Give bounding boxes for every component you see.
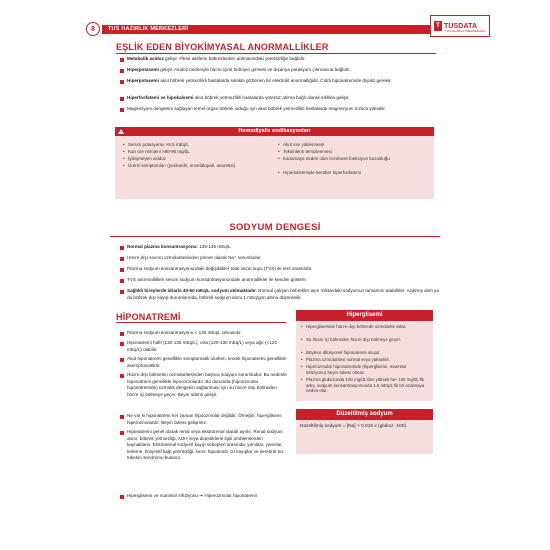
list-item: Plazma sodyum konsantrasyonundaki değişiklikler total vücut suyu (TVS) ile ters orantılıdır.	[127, 266, 439, 273]
bullet-square-icon	[120, 374, 124, 378]
section-title-hyponatremia: HİPONATREMİ	[116, 312, 181, 322]
header-title: TUS HAZIRLIK MERKEZLERİ	[108, 26, 189, 32]
hyperglycemia-box-title: Hiperglisemi	[296, 310, 433, 321]
bullet-square-icon	[120, 268, 124, 272]
dialysis-item: • İyileşmeyen asidoz	[128, 156, 268, 162]
bullet-square-icon	[120, 290, 124, 294]
section-rule	[116, 322, 286, 323]
dialysis-box-title: Hemodiyaliz endikasyonları	[238, 128, 311, 134]
bullet-square-icon	[120, 358, 124, 362]
list-item: Hücre dışı bölmenin ozmolaritesinden başlıca sodyum sorumludur. Bu nedenle hiponatremi genellikle hipoozmolardır. Bu durumda (hipoozmolar hiponatremide) ozmotik dengenin sağlanması için su hücre dışı bölmeden hücre içi bölmeye geçer. Beyin ödemi gelişir.	[127, 372, 287, 398]
list-item: Plazma sodyum konsantrasyonu < 135 mEq/L olmasıdır.	[127, 330, 287, 337]
bullet-square-icon	[120, 257, 124, 261]
bullet-square-icon	[120, 97, 124, 101]
bullet-square-icon	[120, 80, 124, 84]
hyperglycemia-item: • Su hücre içi bölmeden hücre dışı bölmeye geçer.	[306, 337, 426, 343]
page-number: 8	[86, 22, 100, 36]
hyperglycemia-item: • Plazma glukozunda 100 mg/dL'den yüksek her 100 mg/dL'lik artış, sodyum konsantrasyonunda 1.6 mEq/L'lik bir azalmaya neden olur.	[306, 377, 426, 394]
bullet-square-icon	[120, 431, 124, 435]
list-item: Hiperfosfatemi ve hipokalsemi akut böbrek yetmezlikli hastalarda yetersiz atılma bağlı olarak sıklıkla gelişir.	[127, 95, 439, 102]
bullet-square-icon	[120, 342, 124, 346]
corrected-sodium-formula: Düzeltilmiş sodyum = [Na] + 0.016 x (glukoz -100)	[300, 424, 407, 429]
section-rule	[110, 236, 440, 237]
dialysis-item: • Toksinlerin temizlenmesi	[283, 149, 423, 155]
dialysis-item: • Hiperkalsemiyle beraber hiperfosfatemi	[283, 170, 423, 176]
list-item: TVS anormallikleri serum sodyum konsantrasyonundaki anormallikler ile kendini gösterir.	[127, 277, 439, 284]
list-item: Hiperglisemi ve mannitol infüzyonu ➔ Hiperozmolar hiponatremi	[127, 493, 287, 500]
list-item: Metabolik asidoz gelişir. Fikse asitlerin böbreklerden atılmasındaki yetersizliğe bağlıdır.	[127, 56, 439, 63]
hyperglycemia-item: • Hiperozmolar hiponatremide (hiperglisemi, mannitol infüzyonu) beyin ödemi olmaz.	[306, 364, 426, 375]
bullet-square-icon	[120, 332, 124, 336]
logo-subtitle: TUS HAZIRLIK MERKEZLERİ	[445, 29, 486, 33]
bullet-square-icon	[120, 69, 124, 73]
dialysis-item: • Kanamaya neden olan trombosit fonksiyon bozukluğu	[283, 156, 403, 162]
section-rule	[116, 53, 436, 54]
dialysis-item: • Kan üre nitrojeni >80-90 mg/dL	[128, 149, 268, 155]
list-item: Hiponatremi hafif (130-135 mEq/L), orta (120-130 mEq/L) veya ağır (<120 mEq/L) olabilir.	[127, 340, 287, 353]
dialysis-item: • Akut sıvı yüklenmesi	[283, 142, 423, 148]
list-item: Hiperpotasemi gelişir. Asidoz nedeniyle hücre içine hidrojen girmesi ve dışarıya potasyum çıkmasına bağlıdır.	[127, 67, 439, 74]
bullet-square-icon	[120, 495, 124, 499]
bullet-square-icon	[120, 108, 124, 112]
dialysis-item: • Serum potasyumu >5.5 mEq/L	[128, 142, 268, 148]
section-title-sodium: SODYUM DENGESİ	[229, 222, 321, 233]
dialysis-item: • Üremi semptomları (perikardit, ensefalopati, anoreksi)	[128, 163, 258, 169]
section-title-biochem: EŞLİK EDEN BİYOKİMYASAL ANORMALLİKLER	[116, 42, 329, 52]
list-item: Normal plazma konsantrasyonu: 135-145 mEq/L	[127, 244, 439, 251]
list-item: Hiperpotasemi akut böbrek yetmezlikli hastalarda sıklıkla gözlenen bir elektrolit anormalliğidir. Ciddi hiponatremide diyaliz gerekir.	[127, 78, 439, 85]
bullet-square-icon	[120, 279, 124, 283]
list-item: Sağlıklı bireylerde idrarla 40-60 mEq/L sodyum atılmaktadır. Normal çalışan böbrekler aşırı miktardaki sodyumun tamamını atabilirler. Azalmış alım ya da böbrek dışı kayıp durumlarında, böbrek sodyum atımı 1 mEq/gün altına düşürebilir.	[127, 288, 439, 301]
list-item: Ne var ki hiponatremi her zaman hipoozmolar değildir. Örneğin; hiperglisemi hiperozmolardır. Beyin ödemi gelişmez.	[127, 413, 287, 426]
bullet-square-icon	[120, 415, 124, 419]
list-item: Hücre dışı sıvının ozmolaritesinden primer olarak Na⁺ sorumludur.	[127, 255, 439, 262]
corrected-sodium-box-title: Düzeltilmiş sodyum	[296, 409, 433, 420]
tusdata-logo	[430, 15, 490, 37]
logo-text: TUSDATA	[444, 22, 478, 30]
list-item: Akut hiponatremi genellikle semptomatik olurken, kronik hiponatremi genellikle asemptomatiktir.	[127, 356, 287, 369]
list-item: Hiponatremi genel olarak renal veya ekstrarenal olarak ayrılır. Renal sodyum atımı, böbrek yetmezliği, ADH veya diüretiklerle ilgili problemlerden kaynaklanır. Ekstrarenal sodyum kayıp sebepleri arasında; yanıklar, yanıklar, terleme, konjestif kalp yetmezliği, siroz, hipotiroidi, GI kayıplar ve serebral tuz tüketim sendromu bulunur.	[127, 429, 287, 462]
hyperglycemia-item: • Böylece dilüsyonel hiponatremi oluşur.	[306, 350, 426, 356]
bullet-square-icon	[120, 58, 124, 62]
bullet-square-icon	[120, 246, 124, 250]
hyperglycemia-item: • Hiperglisemide hücre dışı bölmede ozmolarite artar.	[306, 324, 426, 330]
logo-mark: T	[434, 21, 442, 31]
list-item: Magnezyum dengesini sağlayan temel organ böbrek olduğu için akut böbrek yetmezlikli hastalarda magnezyum hızlıca yükselir.	[127, 106, 439, 113]
hyperglycemia-item: • Plazma ozmolaritesi normal veya yüksektir.	[306, 357, 426, 363]
